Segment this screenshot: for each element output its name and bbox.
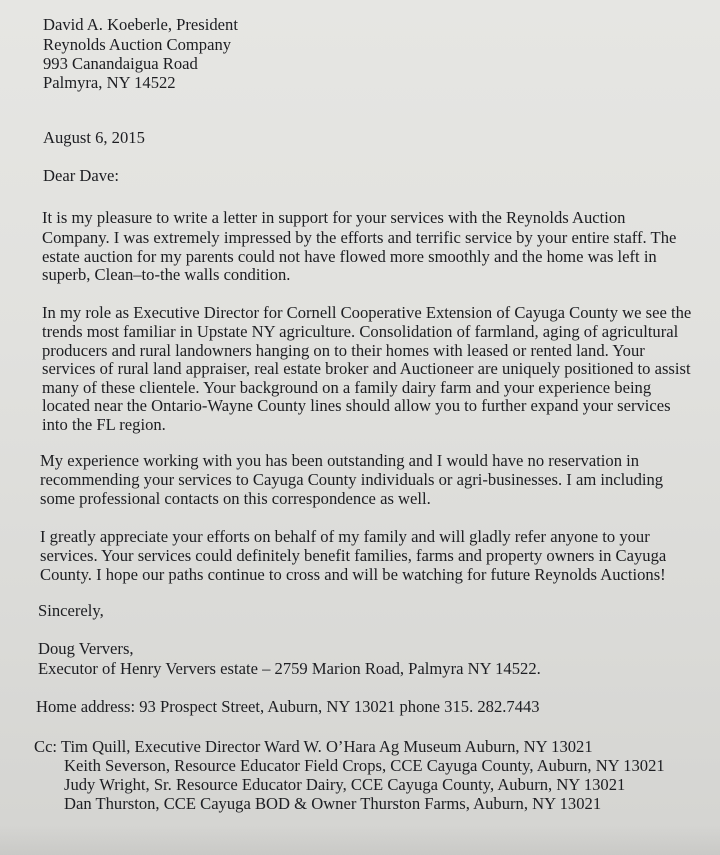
paragraph-2-line: producers and rural landowners hanging on to their homes with leased or rented land. Your [42, 341, 645, 360]
signer-role: Executor of Henry Ververs estate – 2759 Marion Road, Palmyra NY 14522. [38, 659, 541, 678]
paragraph-3-line: My experience working with you has been outstanding and I would have no reservation in [40, 451, 640, 470]
paragraph-2-line: many of these clientele. Your background on a family dairy farm and your experience being [42, 378, 652, 397]
paragraph-4-line: I greatly appreciate your efforts on behalf of my family and will gladly refer anyone to your [40, 527, 650, 546]
cc-line: Judy Wright, Sr. Resource Educator Dairy, CCE Cayuga County, Auburn, NY 13021 [64, 775, 626, 794]
closing: Sincerely, [38, 601, 104, 620]
sender-company: Reynolds Auction Company [43, 35, 232, 54]
sender-city: Palmyra, NY 14522 [43, 73, 176, 92]
paragraph-1-line: superb, Clean–to-the walls condition. [42, 265, 291, 284]
sender-street: 993 Canandaigua Road [43, 54, 198, 73]
signer-name: Doug Ververs, [38, 639, 134, 658]
paragraph-3-line: some professional contacts on this correspondence as well. [40, 489, 431, 508]
paragraph-1-line: estate auction for my parents could not have flowed more smoothly and the home was left in [42, 247, 657, 266]
salutation: Dear Dave: [43, 166, 120, 185]
sender-name-title: David A. Koeberle, President [43, 15, 238, 34]
paragraph-4-line: County. I hope our paths continue to cross and will be watching for future Reynolds Auctions! [40, 565, 666, 584]
cc-line: Cc: Tim Quill, Executive Director Ward W. O’Hara Ag Museum Auburn, NY 13021 [34, 737, 593, 756]
paragraph-2-line: trends most familiar in Upstate NY agriculture. Consolidation of farmland, aging of agricultural [42, 322, 679, 341]
letter-date: August 6, 2015 [43, 128, 145, 147]
cc-line: Keith Severson, Resource Educator Field Crops, CCE Cayuga County, Auburn, NY 13021 [64, 756, 665, 775]
paragraph-4-line: services. Your services could definitely benefit families, farms and property owners in Cayuga [40, 546, 667, 565]
paragraph-2-line: located near the Ontario-Wayne County lines should allow you to further expand your services [42, 396, 671, 415]
paragraph-2-line: services of rural land appraiser, real estate broker and Auctioneer are uniquely positioned to assist [42, 359, 691, 378]
paragraph-2-line: into the FL region. [42, 415, 166, 434]
paragraph-1-line: It is my pleasure to write a letter in support for your services with the Reynolds Auction [42, 208, 626, 227]
paragraph-1-line: Company. I was extremely impressed by the efforts and terrific service by your entire staff. The [42, 228, 677, 247]
cc-line: Dan Thurston, CCE Cayuga BOD & Owner Thurston Farms, Auburn, NY 13021 [64, 794, 602, 813]
paragraph-3-line: recommending your services to Cayuga County individuals or agri-businesses. I am including [40, 470, 664, 489]
paragraph-2-line: In my role as Executive Director for Cornell Cooperative Extension of Cayuga County we see the [42, 303, 692, 322]
paper-shadow [0, 825, 720, 855]
home-address: Home address: 93 Prospect Street, Auburn, NY 13021 phone 315. 282.7443 [36, 697, 540, 716]
